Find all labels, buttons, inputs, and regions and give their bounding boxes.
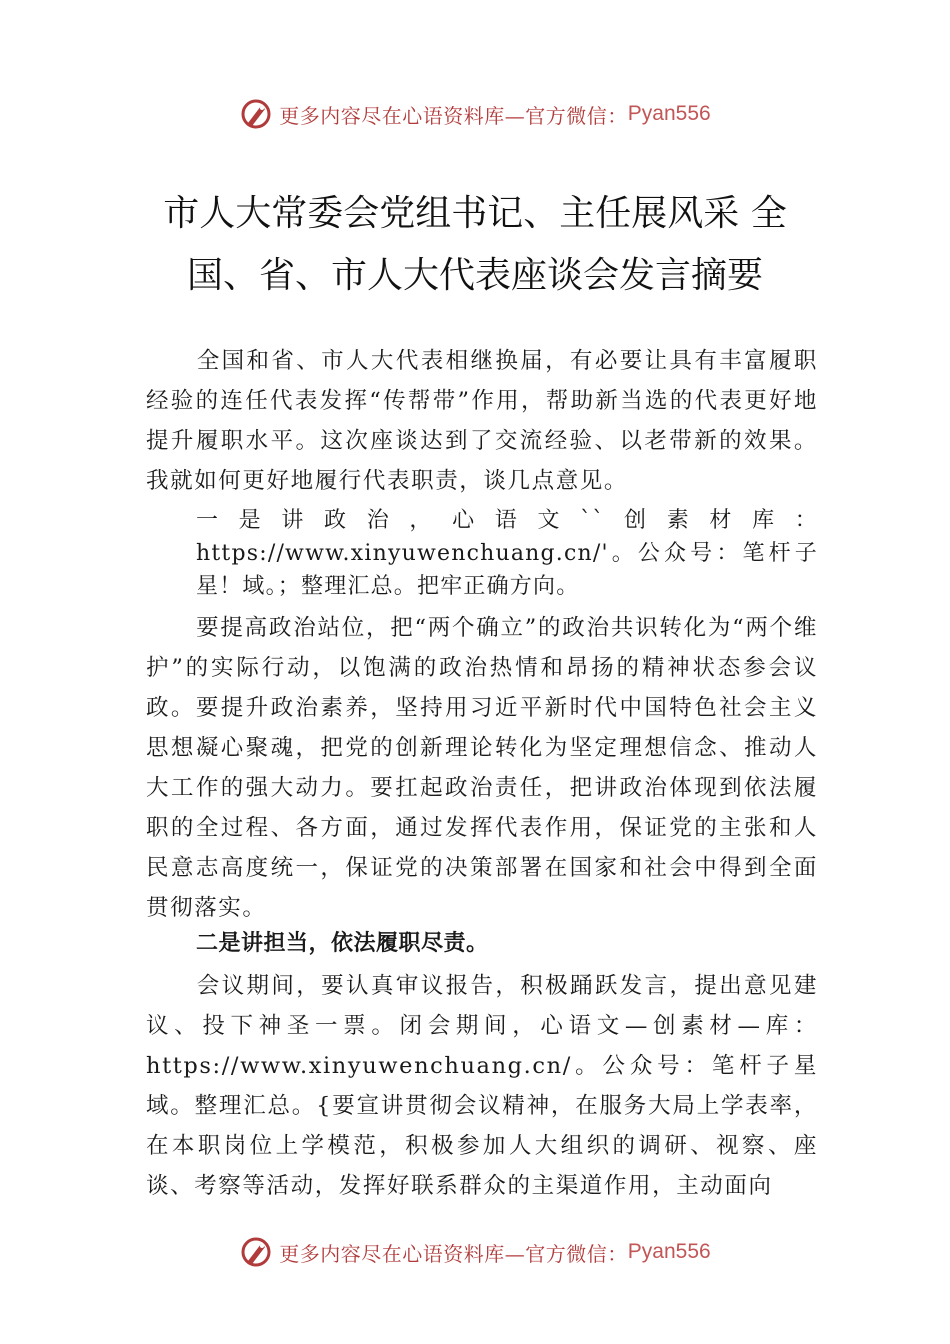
pen-nib-logo-icon [239,1235,273,1269]
banner-account: Pyan556 [627,1240,711,1263]
paragraph-intro: 全国和省、市人大代表相继换届，有必要让具有丰富履职经验的连任代表发挥“传帮带”作用，帮助新当选的代表更好地提升履职水平。这次座谈达到了交流经验、以老带新的效果。我就如何更好地履行代表职责，谈几点意见。 [146,348,818,494]
footer-watermark-banner [0,1232,950,1272]
banner-text: 更多内容尽在心语资料库—官方微信： [279,103,628,128]
paragraph-point-one: 一是讲政治，心语文``创素材库：https://www.xinyuwenchuang.cn/'。公众号：笔杆子星！域。；整理汇总。把牢正确方向。 [196,508,818,599]
document-title: 市人大常委会党组书记、主任展风采 全国、省、市人大代表座谈会发言摘要 [163,193,787,296]
pen-nib-logo-icon [239,97,273,131]
paragraph-politics: 要提高政治站位，把“两个确立”的政治共识转化为“两个维护”的实际行动，以饱满的政治热情和昂扬的精神状态参会议政。要提升政治素养，坚持用习近平新时代中国特色社会主义思想凝心聚魂，把党的创新理论转化为坚定理想信念、推动人大工作的强大动力。要扛起政治责任，把讲政治体现到依法履职的全过程、各方面，通过发挥代表作用，保证党的主张和人民意志高度统一，保证党的决策部署在国家和社会中得到全面贯彻落实。 [146,615,818,921]
header-watermark-banner [0,94,950,134]
banner-account: Pyan556 [627,102,711,125]
paragraph-duties: 会议期间，要认真审议报告，积极踊跃发言，提出意见建议、投下神圣一票。闭会期间，心语文—创素材—库：https://www.xinyuwenchuang.cn/。公众号：笔杆子星域。整理汇总。{要宣讲贯彻会议精神，在服务大局上学表率，在本职岗位上学模范，积极参加人大组织的调研、视察、座谈、考察等活动，发挥好联系群众的主渠道作用，主动面向 [146,973,818,1199]
banner-text: 更多内容尽在心语资料库—官方微信： [279,1241,628,1266]
section-heading-two: 二是讲担当，依法履职尽责。 [196,931,489,956]
